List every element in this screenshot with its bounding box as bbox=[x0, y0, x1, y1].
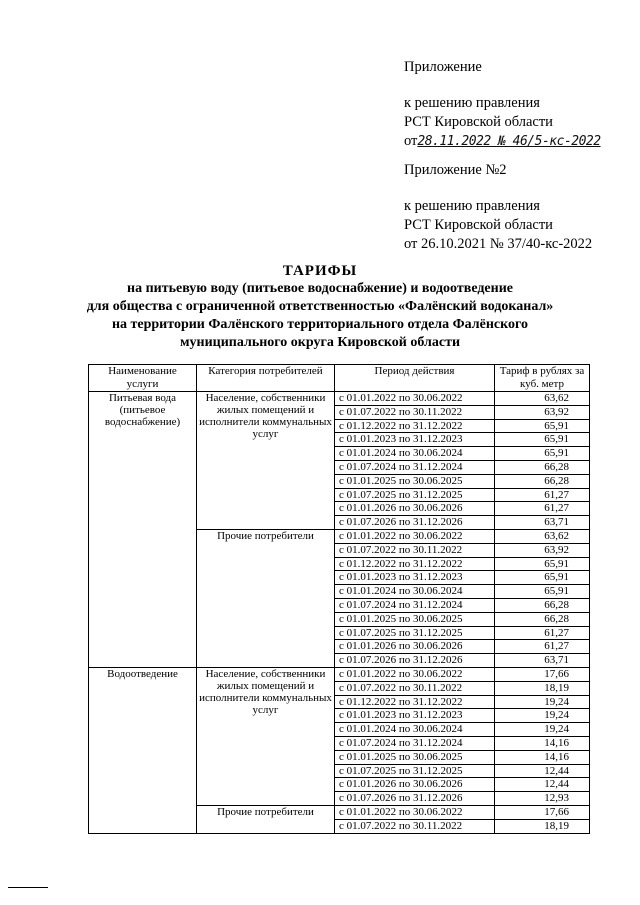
appendix-2-label: Приложение №2 bbox=[404, 162, 507, 178]
period-cell: с 01.07.2025 по 31.12.2025 bbox=[335, 764, 495, 778]
title-line-2: для общества с ограниченной ответственностью «Фалёнский водоканал» bbox=[86, 299, 554, 314]
appendix-2-line-1: к решению правления bbox=[404, 198, 540, 214]
tariff-value-cell: 14,16 bbox=[495, 736, 590, 750]
period-cell: с 01.01.2024 по 30.06.2024 bbox=[335, 447, 495, 461]
period-cell: с 01.07.2022 по 30.11.2022 bbox=[335, 819, 495, 833]
period-cell: с 01.07.2025 по 31.12.2025 bbox=[335, 488, 495, 502]
tariff-value-cell: 65,91 bbox=[495, 571, 590, 585]
service-name-cell: Водоотведение bbox=[89, 667, 197, 833]
table-header-row bbox=[89, 365, 590, 392]
handwritten-decision-number: 28.11.2022 № 46/5-кс-2022 bbox=[417, 134, 601, 149]
tariff-value-cell: 12,44 bbox=[495, 778, 590, 792]
tariff-value-cell: 63,62 bbox=[495, 529, 590, 543]
appendix-2-line-2: РСТ Кировской области bbox=[404, 217, 553, 233]
appendix-header bbox=[404, 58, 601, 151]
service-name-cell: Питьевая вода (питьевое водоснабжение) bbox=[89, 392, 197, 668]
appendix-2-line-3: от 26.10.2021 № 37/40-кс-2022 bbox=[404, 236, 593, 252]
tariff-value-cell: 65,91 bbox=[495, 419, 590, 433]
column-header-category: Категория потребителей bbox=[197, 365, 335, 392]
tariff-value-cell: 63,92 bbox=[495, 405, 590, 419]
tariff-value-cell: 19,24 bbox=[495, 695, 590, 709]
period-cell: с 01.12.2022 по 31.12.2022 bbox=[335, 695, 495, 709]
period-cell: с 01.01.2024 по 30.06.2024 bbox=[335, 723, 495, 737]
title-line-1: на питьевую воду (питьевое водоснабжение) и водоотведение bbox=[127, 281, 513, 296]
period-cell: с 01.01.2025 по 30.06.2025 bbox=[335, 612, 495, 626]
appendix-2-header bbox=[404, 161, 592, 254]
tariff-value-cell: 63,92 bbox=[495, 543, 590, 557]
period-cell: с 01.01.2022 по 30.06.2022 bbox=[335, 392, 495, 406]
period-cell: с 01.01.2023 по 31.12.2023 bbox=[335, 571, 495, 585]
period-cell: с 01.07.2025 по 31.12.2025 bbox=[335, 626, 495, 640]
tariff-value-cell: 66,28 bbox=[495, 474, 590, 488]
table-body bbox=[89, 392, 590, 834]
period-cell: с 01.01.2025 по 30.06.2025 bbox=[335, 750, 495, 764]
title-heading: ТАРИФЫ bbox=[282, 263, 358, 279]
tariff-value-cell: 63,62 bbox=[495, 392, 590, 406]
tariff-value-cell: 66,28 bbox=[495, 460, 590, 474]
period-cell: с 01.01.2024 по 30.06.2024 bbox=[335, 585, 495, 599]
period-cell: с 01.12.2022 по 31.12.2022 bbox=[335, 557, 495, 571]
period-cell: с 01.07.2022 по 30.11.2022 bbox=[335, 405, 495, 419]
tariff-table bbox=[88, 364, 590, 834]
tariff-value-cell: 17,66 bbox=[495, 805, 590, 819]
tariff-value-cell: 65,91 bbox=[495, 433, 590, 447]
period-cell: с 01.07.2022 по 30.11.2022 bbox=[335, 681, 495, 695]
period-cell: с 01.07.2024 по 31.12.2024 bbox=[335, 598, 495, 612]
column-header-period: Период действия bbox=[335, 365, 495, 392]
table-row bbox=[89, 392, 590, 406]
tariff-value-cell: 12,93 bbox=[495, 792, 590, 806]
appendix-label: Приложение bbox=[404, 59, 482, 75]
tariff-value-cell: 61,27 bbox=[495, 488, 590, 502]
decision-date-line bbox=[404, 132, 601, 151]
period-cell: с 01.12.2022 по 31.12.2022 bbox=[335, 419, 495, 433]
tariff-value-cell: 66,28 bbox=[495, 598, 590, 612]
period-cell: с 01.07.2026 по 31.12.2026 bbox=[335, 516, 495, 530]
tariff-value-cell: 66,28 bbox=[495, 612, 590, 626]
footer-divider bbox=[8, 887, 48, 888]
period-cell: с 01.07.2026 по 31.12.2026 bbox=[335, 654, 495, 668]
decision-line-2: РСТ Кировской области bbox=[404, 114, 553, 130]
period-cell: с 01.01.2026 по 30.06.2026 bbox=[335, 640, 495, 654]
tariff-value-cell: 18,19 bbox=[495, 819, 590, 833]
tariff-value-cell: 14,16 bbox=[495, 750, 590, 764]
consumer-category-cell: Население, собственники жилых помещений и исполнители коммунальных услуг bbox=[197, 392, 335, 530]
consumer-category-cell: Население, собственники жилых помещений и исполнители коммунальных услуг bbox=[197, 667, 335, 805]
period-cell: с 01.01.2025 по 30.06.2025 bbox=[335, 474, 495, 488]
period-cell: с 01.01.2026 по 30.06.2026 bbox=[335, 502, 495, 516]
title-line-4: муниципального округа Кировской области bbox=[179, 335, 461, 350]
tariff-value-cell: 63,71 bbox=[495, 516, 590, 530]
period-cell: с 01.01.2022 по 30.06.2022 bbox=[335, 667, 495, 681]
tariff-value-cell: 65,91 bbox=[495, 585, 590, 599]
tariff-value-cell: 18,19 bbox=[495, 681, 590, 695]
decision-prefix: от bbox=[404, 133, 418, 149]
tariff-value-cell: 19,24 bbox=[495, 723, 590, 737]
column-header-service: Наименование услуги bbox=[89, 365, 197, 392]
column-header-tariff: Тариф в рублях за куб. метр bbox=[495, 365, 590, 392]
period-cell: с 01.07.2026 по 31.12.2026 bbox=[335, 792, 495, 806]
tariff-value-cell: 61,27 bbox=[495, 626, 590, 640]
tariff-value-cell: 65,91 bbox=[495, 447, 590, 461]
period-cell: с 01.07.2022 по 30.11.2022 bbox=[335, 543, 495, 557]
consumer-category-cell: Прочие потребители bbox=[197, 805, 335, 833]
period-cell: с 01.01.2023 по 31.12.2023 bbox=[335, 709, 495, 723]
title-line-3: на территории Фалёнского территориального отдела Фалёнского bbox=[111, 317, 529, 332]
tariff-value-cell: 19,24 bbox=[495, 709, 590, 723]
document-title bbox=[0, 262, 640, 352]
period-cell: с 01.01.2022 по 30.06.2022 bbox=[335, 529, 495, 543]
tariff-value-cell: 17,66 bbox=[495, 667, 590, 681]
tariff-value-cell: 61,27 bbox=[495, 502, 590, 516]
tariff-value-cell: 63,71 bbox=[495, 654, 590, 668]
period-cell: с 01.01.2026 по 30.06.2026 bbox=[335, 778, 495, 792]
tariff-value-cell: 65,91 bbox=[495, 557, 590, 571]
tariff-value-cell: 61,27 bbox=[495, 640, 590, 654]
period-cell: с 01.01.2022 по 30.06.2022 bbox=[335, 805, 495, 819]
period-cell: с 01.01.2023 по 31.12.2023 bbox=[335, 433, 495, 447]
tariff-value-cell: 12,44 bbox=[495, 764, 590, 778]
table-row bbox=[89, 667, 590, 681]
period-cell: с 01.07.2024 по 31.12.2024 bbox=[335, 736, 495, 750]
decision-line-1: к решению правления bbox=[404, 95, 540, 111]
period-cell: с 01.07.2024 по 31.12.2024 bbox=[335, 460, 495, 474]
consumer-category-cell: Прочие потребители bbox=[197, 529, 335, 667]
